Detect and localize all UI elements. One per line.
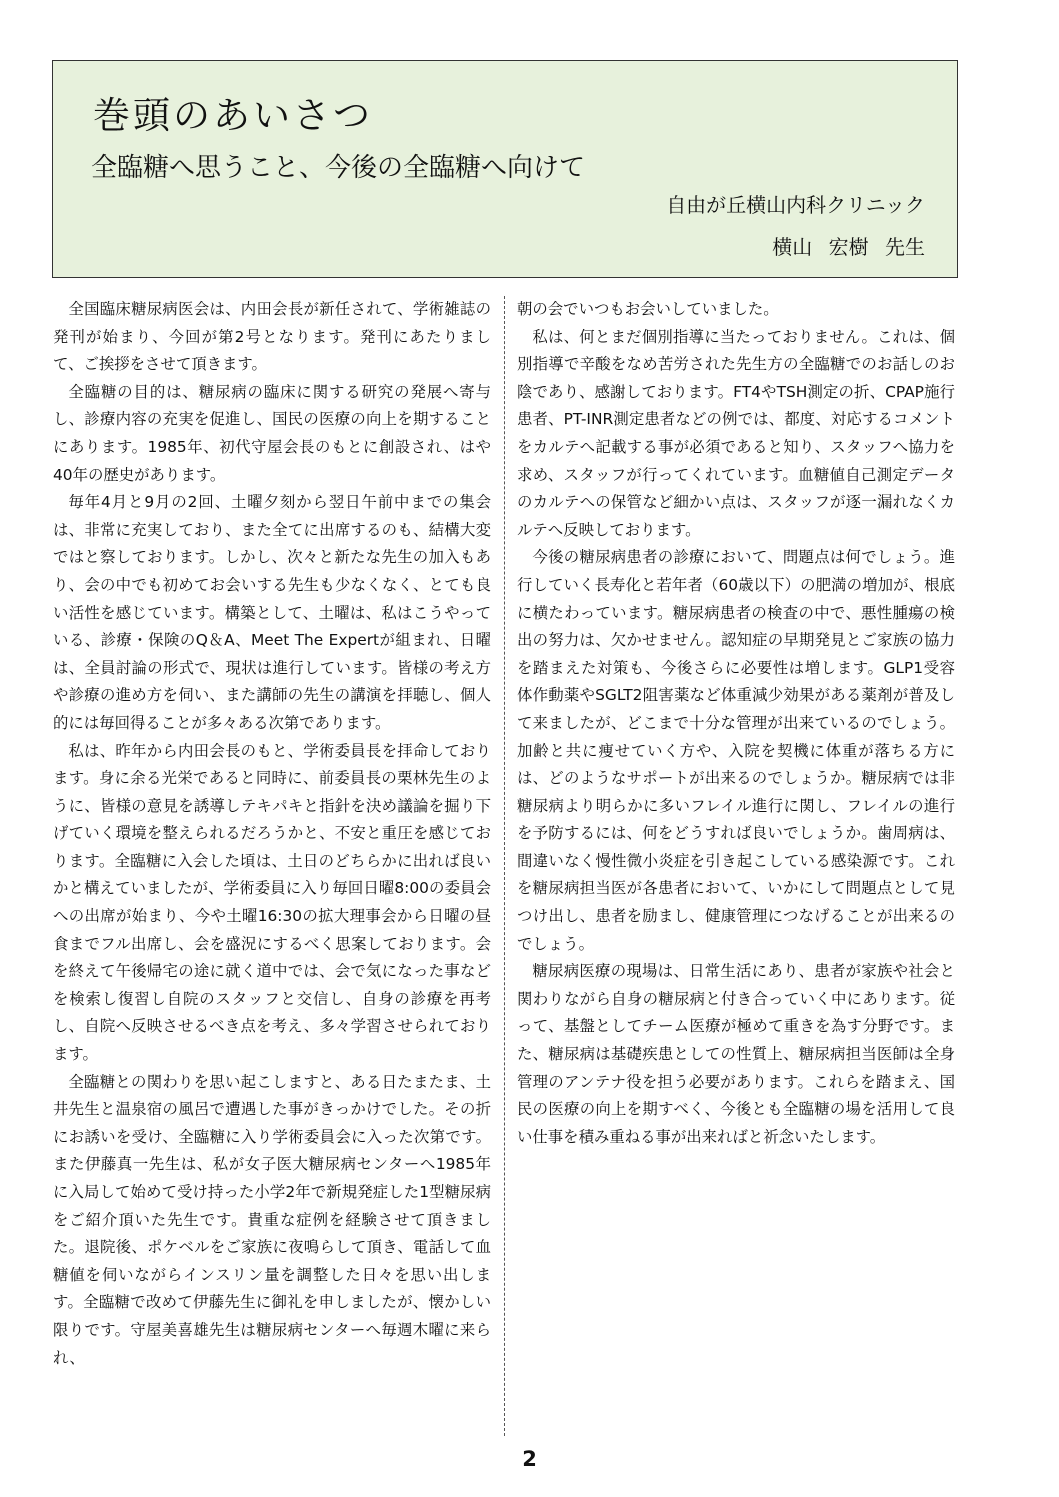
paragraph: 全臨糖との関わりを思い起こしますと、ある日たまたま、土井先生と温泉宿の風呂で遭遇した事がきっかけでした。その折にお誘いを受け、全臨糖に入り学術委員会に入った次第です。また伊藤真一先生は、私が女子医大糖尿病センターへ1985年に入局して始めて受け持った小学2年で新規発症した1型糖尿病をご紹介頂いた先生です。貴重な症例を経験させて頂きました。退院後、ポケベルをご家族に夜鳴らして頂き、電話して血糖値を伺いながらインスリン量を調整した日々を思い出します。全臨糖で改めて伊藤先生に御礼を申しましたが、懐かしい限りです。守屋美喜雄先生は糖尿病センターへ毎週木曜に来られ、 bbox=[53, 1072, 491, 1367]
paragraph: 私は、昨年から内田会長のもと、学術委員長を拝命しております。身に余る光栄であると同時に、前委員長の栗林先生のように、皆様の意見を誘導しテキパキと指針を決め議論を掘り下げていく環境を整えられるだろうかと、不安と重圧を感じております。全臨糖に入会した頃は、土日のどちらかに出れば良いかと構えていましたが、学術委員に入り毎回日曜8:00の委員会への出席が始まり、今や土曜16:30の拡大理事会から日曜の昼食までフル出席し、会を盛況にするべく思案しております。会を終えて午後帰宅の途に就く道中では、会で気になった事などを検索し復習し自院のスタッフと交信し、自身の診療を再考し、自院へ反映させるべき点を考え、多々学習させられております。 bbox=[53, 741, 491, 1064]
column-divider bbox=[504, 296, 505, 1436]
page-title: 巻頭のあいさつ bbox=[93, 94, 373, 137]
paragraph: 私は、何とまだ個別指導に当たっておりません。これは、個別指導で辛酸をなめ苦労された先生方の全臨糖でのお話しのお陰であり、感謝しております。FT4やTSH測定の折、CPAP施行患者、PT-INR測定患者などの例では、都度、対応するコメントをカルテへ記載する事が必須であると知り、スタッフへ協力を求め、スタッフが行ってくれています。血糖値自己測定データのカルテへの保管など細かい点は、スタッフが逐一漏れなくカルテへ反映しております。 bbox=[517, 327, 955, 539]
article-subtitle: 全臨糖へ思うこと、今後の全臨糖へ向けて bbox=[91, 153, 586, 183]
header-box bbox=[52, 60, 958, 278]
paragraph: 毎年4月と9月の2回、土曜夕刻から翌日午前中までの集会は、非常に充実しており、また全てに出席するのも、結構大変ではと察しております。しかし、次々と新たな先生の加入もあり、会の中でも初めてお会いする先生も少なくなく、とても良い活性を感じています。構築として、土曜は、私はこうやっている、診療・保険のQ＆A、Meet The Expertが組まれ、日曜は、全員討論の形式で、現状は進行しています。皆様の考え方や診療の進め方を伺い、また講師の先生の講演を拝聴し、個人的には毎回得ることが多々ある次第であります。 bbox=[53, 493, 491, 732]
paragraph: 糖尿病医療の現場は、日常生活にあり、患者が家族や社会と関わりながら自身の糖尿病と付き合っていく中にあります。従って、基盤としてチーム医療が極めて重きを為す分野です。また、糖尿病は基礎疾患としての性質上、糖尿病担当医師は全身管理のアンテナ役を担う必要があります。これらを踏まえ、国民の医療の向上を期すべく、今後とも全臨糖の場を活用して良い仕事を積み重ねる事が出来ればと祈念いたします。 bbox=[517, 962, 955, 1146]
author-affiliation: 自由が丘横山内科クリニック bbox=[666, 193, 925, 217]
page-number: 2 bbox=[522, 1447, 537, 1471]
paragraph-continuation: 朝の会でいつもお会いしていました。 bbox=[517, 300, 779, 318]
paragraph: 全国臨床糖尿病医会は、内田会長が新任されて、学術雑誌の発刊が始まり、今回が第2号となります。発刊にあたりまして、ご挨拶をさせて頂きます。 bbox=[53, 300, 491, 374]
paragraph: 今後の糖尿病患者の診療において、問題点は何でしょう。進行していく長寿化と若年者（60歳以下）の肥満の増加が、根底に横たわっています。糖尿病患者の検査の中で、悪性腫瘍の検出の努力は、欠かせません。認知症の早期発見とご家族の協力を踏まえた対策も、今後さらに必要性は増します。GLP1受容体作動薬やSGLT2阻害薬など体重減少効果がある薬剤が普及して来ましたが、どこまで十分な管理が出来ているのでしょう。加齢と共に痩せていく方や、入院を契機に体重が落ちる方には、どのようなサポートが出来るのでしょうか。糖尿病では非糖尿病より明らかに多いフレイル進行に関し、フレイルの進行を予防するには、何をどうすれば良いでしょうか。歯周病は、間違いなく慢性微小炎症を引き起こしている感染源です。これを糖尿病担当医が各患者において、いかにして問題点として見つけ出し、患者を励まし、健康管理につなげることが出来るのでしょう。 bbox=[517, 548, 955, 953]
right-column bbox=[517, 296, 955, 1151]
left-column bbox=[53, 296, 491, 1372]
paragraph: 全臨糖の目的は、糖尿病の臨床に関する研究の発展へ寄与し、診療内容の充実を促進し、国民の医療の向上を期することにあります。1985年、初代守屋会長のもとに創設され、はや40年の歴史があります。 bbox=[53, 382, 491, 484]
author-name: 横山 宏樹 先生 bbox=[772, 235, 925, 259]
